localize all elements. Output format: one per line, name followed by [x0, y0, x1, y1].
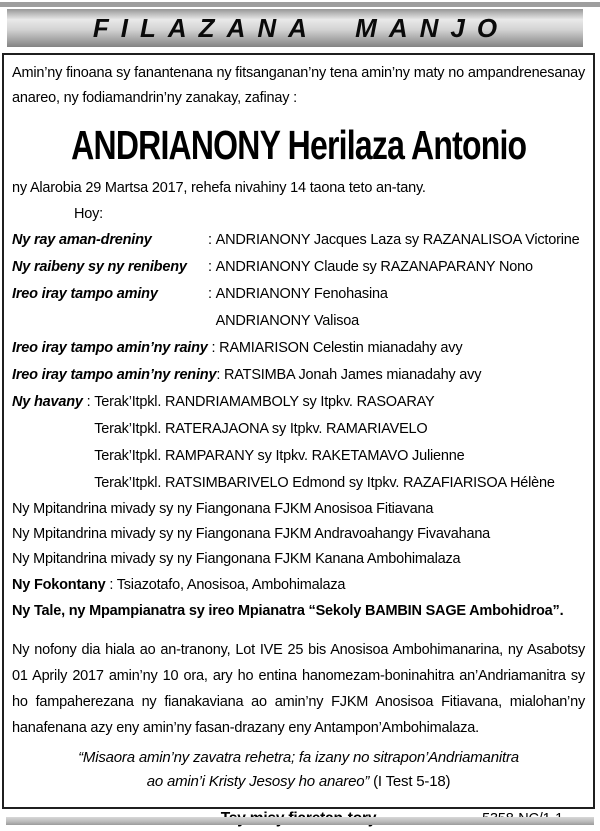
fokontany-value: : Tsiazotafo, Anosisoa, Ambohimalaza: [105, 577, 346, 593]
funeral-details-paragraph: Ny nofony dia hiala ao an-tranony, Lot IVE 25 bis Anosisoa Ambohimanarina, ny Asabotsy 01 Aprily 2017 amin’ny 10 ora, ary ho entina hanomezam-boninahitra an’Andriamanitra sy ho fampaherezana ny fianakaviana ao amin’ny FJKM Anosisoa Fitiavana, mialohan’ny hanafenana azy eny amin’ny fasan-drazany eny Antampon’Ambohimalaza.: [12, 642, 585, 736]
next-notice-banner-edge: [6, 817, 594, 825]
relation-row-grandparents: [12, 254, 585, 281]
relation-value: RATSIMBA Jonah James mianadahy avy: [224, 367, 482, 383]
deceased-name-block: [12, 121, 585, 169]
scripture-quote-line1: “Misaora amin’ny zavatra rehetra; fa izany no sitrapon’Andriamanitra: [78, 749, 519, 766]
death-date-line: ny Alarobia 29 Martsa 2017, rehefa nivahiny 14 taona teto an-tany.: [12, 180, 426, 196]
relation-row-siblings: [12, 281, 585, 335]
relations-list: [12, 227, 585, 497]
relation-separator: :: [208, 259, 216, 275]
relation-values: [216, 227, 585, 254]
hoy-label: Hoy:: [74, 206, 104, 222]
relation-value: ANDRIANONY Jacques Laza sy RAZANALISOA Victorine: [215, 232, 580, 248]
relation-row-mother-siblings: [12, 362, 585, 389]
relation-value: Terak’Itpkl. RAMPARANY sy Itpkv. RAKETAMAVO Julienne: [94, 448, 465, 464]
intro-paragraph: Amin’ny finoana sy fanantenana ny fitsanganan’ny tena amin’ny maty no ampandrenesanay anareo, ny fodiamandrin’ny zanakay, zafinay :: [12, 65, 585, 106]
scripture-quote-line2-text: ao amin’i Kristy Jesosy ho anareo”: [146, 773, 370, 790]
relation-label: Ireo iray tampo aminy: [12, 286, 158, 302]
relation-value: ANDRIANONY Valisoa: [215, 313, 359, 329]
masthead-banner: [7, 9, 583, 47]
scripture-reference: (I Test 5-18): [369, 773, 451, 790]
acknowledgement-line: Ny Mpitandrina mivady sy ny Fiangonana FJKM Kanana Ambohimalaza: [12, 551, 461, 567]
relation-row-father-siblings: [12, 335, 585, 362]
relation-label: Ny ray aman-dreniny: [12, 232, 152, 248]
relation-value: ANDRIANONY Claude sy RAZANAPARANY Nono: [215, 259, 533, 275]
relation-value: RAMIARISON Celestin mianadahy avy: [219, 340, 463, 356]
school-line: Ny Tale, ny Mpampianatra sy ireo Mpianatra “Sekoly BAMBIN SAGE Ambohidroa”.: [12, 603, 564, 619]
relation-values: [94, 389, 585, 497]
relation-value: Terak’Itpkl. RANDRIAMAMBOLY sy Itpkv. RASOARAY: [94, 394, 435, 410]
relation-row-extended-family: [12, 389, 585, 497]
scripture-quote-line2: [12, 770, 585, 794]
fokontany-line: [12, 572, 585, 598]
obituary-notice: [2, 53, 595, 809]
relation-values: [224, 362, 585, 389]
relation-value: ANDRIANONY Fenohasina: [215, 286, 388, 302]
relation-separator: :: [208, 232, 216, 248]
relation-separator: :: [216, 367, 224, 383]
relation-label: Ireo iray tampo amin’ny rainy: [12, 340, 208, 356]
acknowledgement-line: Ny Mpitandrina mivady sy ny Fiangonana FJKM Andravoahangy Fivavahana: [12, 526, 491, 542]
fokontany-label: Ny Fokontany: [12, 577, 106, 593]
acknowledgement-line: Ny Mpitandrina mivady sy ny Fiangonana FJKM Anosisoa Fitiavana: [12, 501, 434, 517]
relation-label: Ny raibeny sy ny renibeny: [12, 259, 187, 275]
acknowledgement-list: [12, 497, 585, 572]
page-top-rule: [0, 2, 600, 7]
relation-value: Terak’Itpkl. RATERAJAONA sy Itpkv. RAMARIAVELO: [94, 421, 428, 437]
relation-row-parents: [12, 227, 585, 254]
deceased-name: ANDRIANONY Herilaza Antonio: [70, 121, 527, 168]
relation-separator: :: [82, 394, 95, 410]
relation-values: [219, 335, 585, 362]
relation-value: Terak’Itpkl. RATSIMBARIVELO Edmond sy Itpkv. RAZAFIARISOA Hélène: [94, 475, 555, 491]
masthead-title: FILAZANA MANJO: [92, 12, 510, 43]
relation-label: Ireo iray tampo amin’ny reniny: [12, 367, 217, 383]
relation-separator: :: [208, 286, 216, 302]
scripture-quote: [12, 746, 585, 794]
relation-values: [216, 281, 585, 335]
relation-separator: :: [207, 340, 220, 356]
relation-values: [216, 254, 585, 281]
relation-label: Ny havany: [12, 394, 83, 410]
